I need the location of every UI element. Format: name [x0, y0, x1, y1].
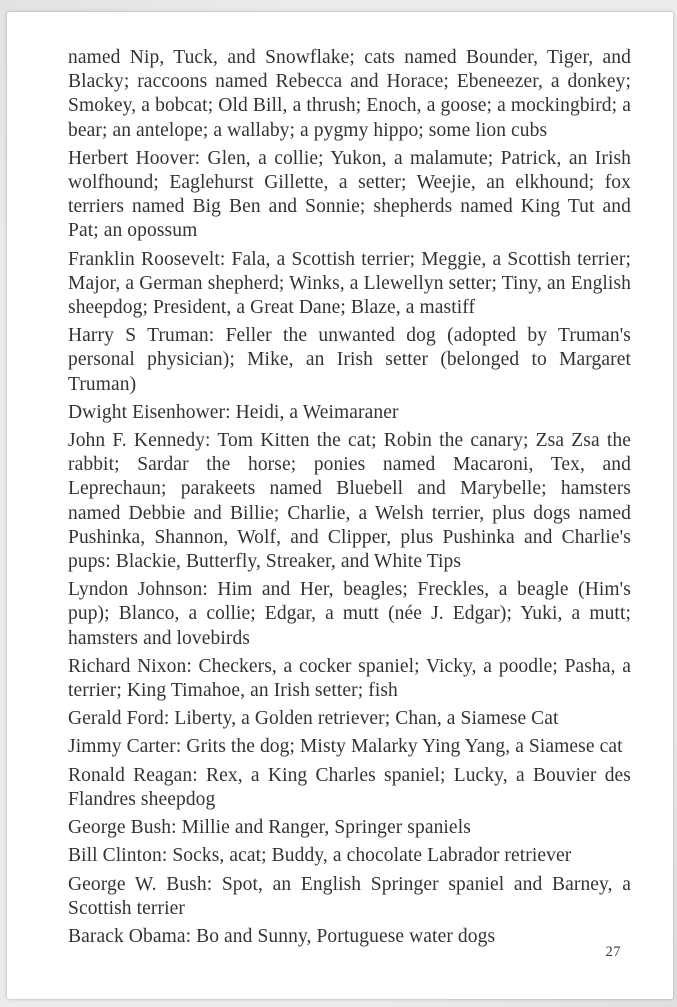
paragraph: Richard Nixon: Checkers, a cocker spaniel; Vicky, a poodle; Pasha, a terrier; King Timahoe, an Irish setter; fish — [68, 655, 631, 702]
paragraph: Bill Clinton: Socks, acat; Buddy, a chocolate Labrador retriever — [68, 845, 572, 867]
paragraph: George W. Bush: Spot, an English Springer spaniel and Barney, a Scottish terrier — [68, 873, 631, 919]
paragraph: Herbert Hoover: Glen, a collie; Yukon, a malamute; Patrick, an Irish wolfhound; Eaglehurst Gillette, a setter; Weejie, an elkhound; fox terriers named Big Ben and Sonnie; shepherds named King Tut and Pat; an opossum — [68, 147, 631, 242]
book-page — [7, 12, 673, 999]
paragraph: Gerald Ford: Liberty, a Golden retriever; Chan, a Siamese Cat — [68, 708, 559, 730]
page-number: 27 — [605, 944, 621, 960]
paragraph: named Nip, Tuck, and Snowflake; cats named Bounder, Tiger, and Blacky; raccoons named Rebecca and Horace; Ebeneezer, a donkey; Smokey, a bobcat; Old Bill, a thrush; Enoch, a goose; a mockingbird; a bear; an antelope; a wallaby; a pygmy hippo; some lion cubs — [68, 47, 631, 141]
paragraph: Ronald Reagan: Rex, a King Charles spaniel; Lucky, a Bouvier des Flandres sheepdog — [68, 764, 631, 810]
paragraph: Franklin Roosevelt: Fala, a Scottish terrier; Meggie, a Scottish terrier; Major, a German shepherd; Winks, a Llewellyn setter; Tiny, an English sheepdog; President, a Great Dane; Blaze, a mastiff — [68, 248, 631, 319]
paragraph: Harry S Truman: Feller the unwanted dog (adopted by Truman's personal physician); Mike, an Irish setter (belonged to Margaret Truman) — [68, 325, 631, 395]
page-text — [7, 12, 673, 999]
paragraph: Lyndon Johnson: Him and Her, beagles; Freckles, a beagle (Him's pup); Blanco, a collie; Edgar, a mutt (née J. Edgar); Yuki, a mutt; hamsters and lovebirds — [68, 579, 631, 649]
paragraph: John F. Kennedy: Tom Kitten the cat; Robin the canary; Zsa Zsa the rabbit; Sardar the horse; ponies named Macaroni, Tex, and Leprechaun; parakeets named Bluebell and Marybelle; hamsters named Debbie and Billie; Charlie, a Welsh terrier, plus dogs named Pushinka, Shannon, Wolf, and Clipper, plus Pushinka and Charlie's pups: Blackie, Butterfly, Streaker, and White Tips — [68, 430, 631, 573]
paragraph: Jimmy Carter: Grits the dog; Misty Malarky Ying Yang, a Siamese cat — [68, 736, 623, 758]
paragraph: George Bush: Millie and Ranger, Springer spaniels — [68, 817, 471, 839]
paragraph: Dwight Eisenhower: Heidi, a Weimaraner — [68, 401, 399, 423]
paragraph: Barack Obama: Bo and Sunny, Portuguese water dogs — [68, 925, 496, 947]
